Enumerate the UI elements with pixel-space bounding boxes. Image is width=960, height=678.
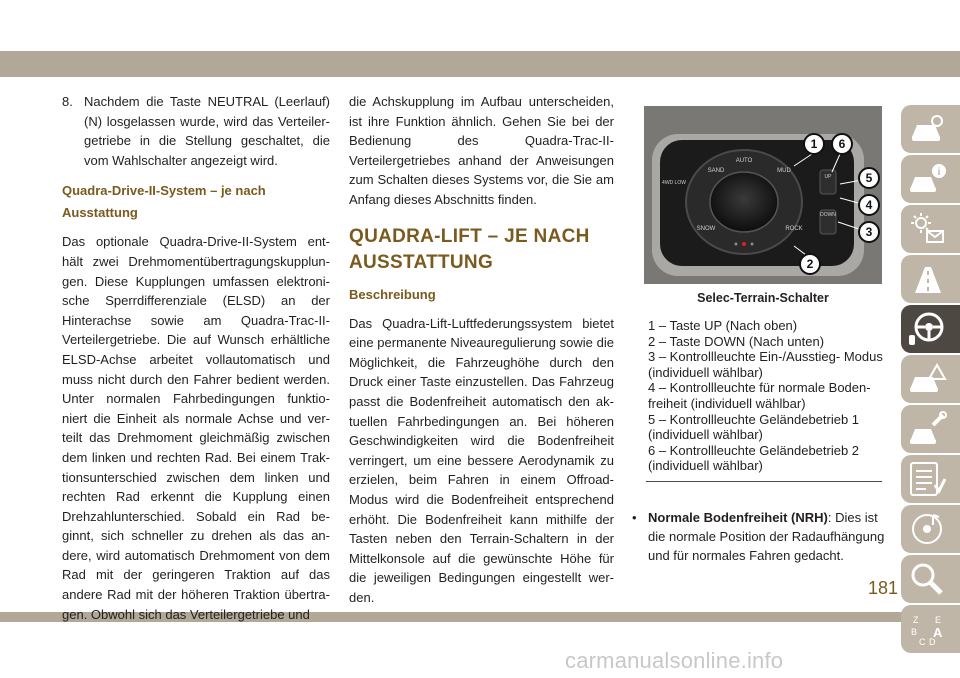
- car-service-icon: [907, 411, 947, 447]
- knob-label-mud: MUD: [777, 168, 791, 174]
- tab-index[interactable]: [901, 605, 960, 653]
- legend-item: 5 – Kontrollleuchte Geländebetrieb 1 (individuell wählbar): [648, 411, 860, 443]
- warning-light-message-icon: [907, 211, 947, 247]
- figure-caption: Selec-Terrain-Schalter: [697, 291, 829, 305]
- road-safety-icon: [907, 261, 947, 297]
- section-heading-quadra-drive: Quadra-Drive-II-System – je nach Ausstattung: [62, 183, 266, 221]
- svg-text:Z: Z: [913, 615, 919, 625]
- svg-text:D: D: [929, 637, 936, 647]
- tab-specifications[interactable]: [901, 455, 960, 503]
- callout-5: [859, 168, 879, 188]
- watermark: carmanualsonline.info: [565, 648, 784, 673]
- tab-car-dashboard[interactable]: [901, 105, 960, 153]
- tab-emergency[interactable]: [901, 355, 960, 403]
- bullet-text-wrap: [648, 508, 894, 565]
- tab-car-info[interactable]: [901, 155, 960, 203]
- list-item-8: [62, 92, 330, 170]
- car-emergency-icon: [907, 361, 947, 397]
- index-letters-icon: [907, 611, 947, 647]
- car-info-icon: [907, 161, 947, 197]
- selec-terrain-illustration: [644, 106, 882, 284]
- checklist-icon: [907, 461, 947, 497]
- callout-4: [859, 195, 879, 215]
- knob-label-down: DOWN: [820, 212, 836, 218]
- svg-text:6: 6: [838, 137, 846, 151]
- bullet-text: : Dies ist die normale Position der Radaufhängung und für normales Fahren gedacht.: [648, 510, 885, 563]
- svg-text:1: 1: [810, 137, 818, 151]
- svg-text:2: 2: [806, 257, 814, 271]
- svg-text:4: 4: [865, 198, 873, 212]
- paragraph-quadra-drive: Das optionale Quadra-Drive-II-System ent- hält zwei Drehmomentübertragungskupplun- gen. Diese Kupplungen umfassen elektroni- sche Sperrdifferenziale (ELSD) an der Hinterachse sowie am Quadra-Trac-II- Verteilergetriebe. Die auf Wunsch erhältliche ELSD-Achse arbeitet vollautomatisch und muss nicht durch den Fahrer bedient werden. Unter normalen Fahrbedingungen funktio- niert die Einheit als normale Achse und ver- teilt das Drehmoment gleichmäßig zwischen dem linken und rechten Rad. Bei einem Trak- tionsunterschied zwischen dem linken und rechten Rad erkennt die Kupplung einen Drehzahlunterschied. Sobald ein Rad be- ginnt, sich schneller zu drehen als das an- dere, wird automatisch Drehmoment von dem Rad mit der geringeren Traktion auf das andere Rad mit der höheren Traktion übertra- gen. Obwohl sich das Verteilergetriebe und: [62, 234, 330, 622]
- car-dashboard-icon: [907, 111, 947, 147]
- top-band: [0, 51, 960, 77]
- svg-text:B: B: [911, 627, 918, 637]
- magnifier-icon: [907, 561, 947, 597]
- legend-item: 2 – Taste DOWN (Nach unten): [648, 333, 825, 349]
- bullet-mark: •: [632, 510, 637, 525]
- svg-text:A: A: [933, 625, 943, 640]
- paragraph-continued: die Achskupplung im Aufbau unterscheiden, ist ihre Funktion ähnlich. Gehen Sie bei der Bedienung des Quadra-Trac-II- Verteilergetriebes anhand der Anweisungen zum Schalten dieses Systems vor, die Sie am Anfang dieses Abschnitts finden.: [349, 94, 614, 207]
- paragraph-beschreibung: Das Quadra-Lift-Luftfederungssystem bietet eine permanente Niveauregulierung sowie die Möglichkeit, die Fahrzeughöhe durch den Druck einer Taste einzustellen. Das Fahrzeug passt die Bodenfreiheit automatisch den ak- tuellen Fahrbedingungen an. Bei höheren Geschwindigkeiten wird die Bodenfreiheit verringert, um eine bessere Aerodynamik zu erzielen, beim Fahren in einem Offroad- Modus wird die Bodenfreiheit entsprechend erhöht. Die Bodenfreiheit kann mithilfe der Tasten neben den Terrain-Schaltern in der Mittelkonsole auf die gewünschte Höhe für die jeweiligen Bedingungen eingestellt wer- den.: [349, 315, 614, 605]
- knob-label-up: UP: [824, 174, 832, 180]
- tab-safety[interactable]: [901, 255, 960, 303]
- bullet-normal-ride-height: [632, 508, 894, 565]
- tab-service[interactable]: [901, 405, 960, 453]
- column-left: [62, 92, 330, 624]
- svg-text:i: i: [937, 167, 941, 178]
- legend-item: 6 – Kontrollleuchte Geländebetrieb 2 (individuell wählbar): [648, 442, 860, 474]
- figure-legend: [648, 318, 885, 474]
- knob-label-sand: SAND: [707, 168, 725, 174]
- tab-multimedia[interactable]: [901, 505, 960, 553]
- bullet-term: Normale Bodenfreiheit (NRH): [648, 510, 828, 525]
- legend-item: 3 – Kontrollleuchte Ein-/Ausstieg- Modus (individuell wählbar): [648, 349, 883, 380]
- tab-starting-operating[interactable]: [901, 305, 960, 353]
- multimedia-icon: [907, 511, 947, 547]
- list-text: Nachdem die Taste NEUTRAL (Leerlauf) (N) losgelassen wurde, wird das Verteiler- getriebe in die Stellung geschaltet, die vom Wahlschalter angezeigt wird.: [84, 94, 330, 168]
- tab-customer-assistance[interactable]: [901, 555, 960, 603]
- svg-text:3: 3: [865, 225, 873, 239]
- knob-label-rock: ROCK: [785, 226, 803, 232]
- svg-text:C: C: [919, 637, 926, 647]
- section-heading-beschreibung: Beschreibung: [349, 286, 436, 302]
- callout-1: [804, 134, 824, 154]
- knob-label-4wd-low: 4WD LOW: [662, 180, 686, 186]
- chapter-heading-quadra-lift: QUADRA-LIFT – JE NACH AUSSTATTUNG: [349, 225, 590, 273]
- legend-divider: [646, 481, 882, 482]
- column-middle: [349, 92, 614, 607]
- chapter-tabs: [901, 105, 960, 655]
- steering-wheel-key-icon: [907, 311, 947, 347]
- callout-3: [859, 222, 879, 242]
- callout-6: [832, 134, 852, 154]
- knob-label-auto: AUTO: [735, 158, 753, 164]
- legend-item: 4 – Kontrollleuchte für normale Boden- freiheit (individuell wählbar): [648, 380, 871, 411]
- svg-text:5: 5: [865, 171, 873, 185]
- tab-warning-lights[interactable]: [901, 205, 960, 253]
- knob-label-snow: SNOW: [696, 226, 716, 232]
- page-number: 181: [868, 578, 899, 598]
- list-number: 8.: [62, 94, 73, 109]
- selec-terrain-photo: [644, 106, 882, 284]
- svg-text:E: E: [935, 615, 942, 625]
- legend-item: 1 – Taste UP (Nach oben): [648, 318, 798, 333]
- callout-2: [800, 254, 820, 274]
